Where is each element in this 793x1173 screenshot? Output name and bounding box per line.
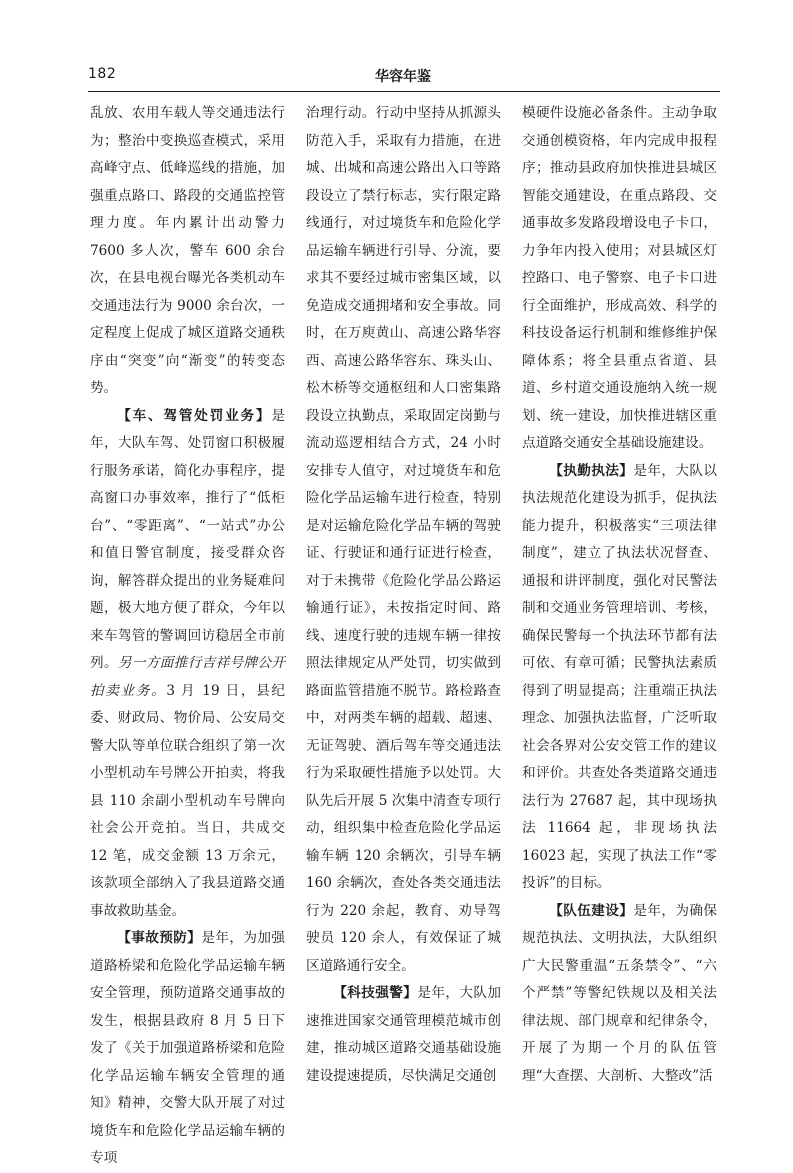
text-column-3 (522, 100, 717, 1100)
paragraph-text: 是年，大队车驾、处罚窗口积极履行服务承诺，简化办事程序，提高窗口办事效率，推行了“低柜台”、“零距离”、“一站式”办公和值日警官制度，接受群众咨询，解答群众提出的业务疑难问题，极大地方便了群众，今年以来车驾管的警调回访稳居全市前列。 (90, 407, 285, 671)
paragraph (306, 980, 501, 1090)
paragraph: 治理行动。行动中坚持从抓源头防范入手，采取有力措施，在进城、出城和高速公路出入口等路段设立了禁行标志，实行限定路线通行，对过境货车和危险化学品运输车辆进行引导、分流，要求其不要经过城市密集区域，以免造成交通拥堵和安全事故。同时，在万庾黄山、高速公路华容西、高速公路华容东、珠头山、松木桥等交通枢纽和人口密集路段设立执勤点，采取固定岗勤与流动巡逻相结合方式，24 小时安排专人值守，对过境货车和危险化学品运输车进行检查，特别是对运输危险化学品车辆的驾驶证、行驶证和通行证进行检查，对于未携带《危险化学品公路运输通行证》，未按指定时间、路线、速度行驶的违规车辆一律按照法律规定从严处罚，切实做到路面监管措施不脱节。路检路查中，对两类车辆的超载、超速、无证驾驶、酒后驾车等交通违法行为采取硬性措施予以处罚。大队先后开展 5 次集中清查专项行动，组织集中检查危险化学品运输车辆 120 余辆次，引导车辆 160 余辆次，查处各类交通违法行为 220 余起，教育、劝导驾驶员 120 余人，有效保证了城区道路通行安全。 (306, 105, 501, 974)
paragraph (522, 458, 717, 898)
paragraph (90, 925, 285, 1173)
page-number: 182 (88, 66, 117, 82)
section-heading: 【队伍建设】 (549, 902, 634, 919)
section-heading: 【事故预防】 (117, 930, 202, 946)
paragraph: 乱放、农用车载人等交通违法行为；整治中变换巡查模式，采用高峰守点、低峰巡线的措施，加强重点路口、路段的交通监控管理力度。年内累计出动警力 7600 多人次，警车 600 余台次，在县电视台曝光各类机动车交通违法行为 9000 余台次，一定程度上促成了城区道路交通秩序由“突变”向“渐变”的转变态势。 (90, 105, 285, 396)
section-heading: 【科技强警】 (333, 985, 418, 1001)
paragraph-text: 是年，为确保规范执法、文明执法，大队组织广大民警重温“五条禁令”、“六个严禁”等警纪铁规以及相关法律法规、部门规章和纪律条令，开展了为期一个月的队伍管理“大查摆、大剖析、大整改”活 (522, 902, 718, 1084)
section-heading: 【车、驾管处罚业务】 (117, 407, 272, 424)
paragraph-text: 是年，大队加速推进国家交通管理模范城市创建，推动城区道路交通基础设施建设提速提质，尽快满足交通创 (306, 985, 502, 1084)
paragraph: 模硬件设施必备条件。主动争取交通创模资格，年内完成申报程序；推动县政府加快推进县城区智能交通建设，在重点路段、交通事故多发路段增设电子卡口，力争年内投入使用；对县城区灯控路口、电子警察、电子卡口进行全面维护，形成高效、科学的科技设备运行机制和维修维护保障体系；将全县重点省道、县道、乡村道交通设施纳入统一规划、统一建设，加快推进辖区重点道路交通安全基础设施建设。 (522, 105, 717, 451)
paragraph-text-emphasis: 另一方面推行吉祥号牌公开拍卖业务。 (90, 655, 286, 699)
text-column-2 (306, 100, 501, 1100)
section-heading: 【执勤执法】 (549, 462, 634, 479)
header-rule (88, 91, 720, 92)
text-column-1 (90, 100, 286, 1166)
book-title: 华容年鉴 (375, 69, 431, 85)
paragraph-text: 3 月 19 日，县纪委、财政局、物价局、公安局交警大队等单位联合组织了第一次小型机动车号牌公开拍卖，将我县 110 余副小型机动车号牌向社会公开竞拍。当日，共成交 12 笔，成交金额 13 万余元，该款项全部纳入了我县道路交通事故救助基金。 (90, 682, 286, 919)
paragraph-text: 是年，大队以执法规范化建设为抓手，促执法能力提升，积极落实“三项法律制度”，建立了执法状况督查、通报和讲评制度，强化对民警法制和交通业务管理培训、考核，确保民警每一个执法环节都有法可依、有章可循；民警执法素质得到了明显提高；注重端正执法理念、加强执法监督，广泛听取社会各界对公安交管工作的建议和评价。共查处各类道路交通违法行为 27687 起，其中现场执法 11664 起，非现场执法 16023 起，实现了执法工作“零投诉”的目标。 (522, 462, 718, 891)
paragraph (522, 898, 717, 1091)
paragraph (90, 403, 285, 926)
page-header (88, 66, 718, 88)
paragraph-text: 是年，为加强道路桥梁和危险化学品运输车辆安全管理，预防道路交通事故的发生，根据县政府 8 月 5 日下发了《关于加强道路桥梁和危险化学品运输车辆安全管理的通知》精神，交警大队开展了对过境货车和危险化学品运输车辆的专项 (90, 930, 286, 1166)
